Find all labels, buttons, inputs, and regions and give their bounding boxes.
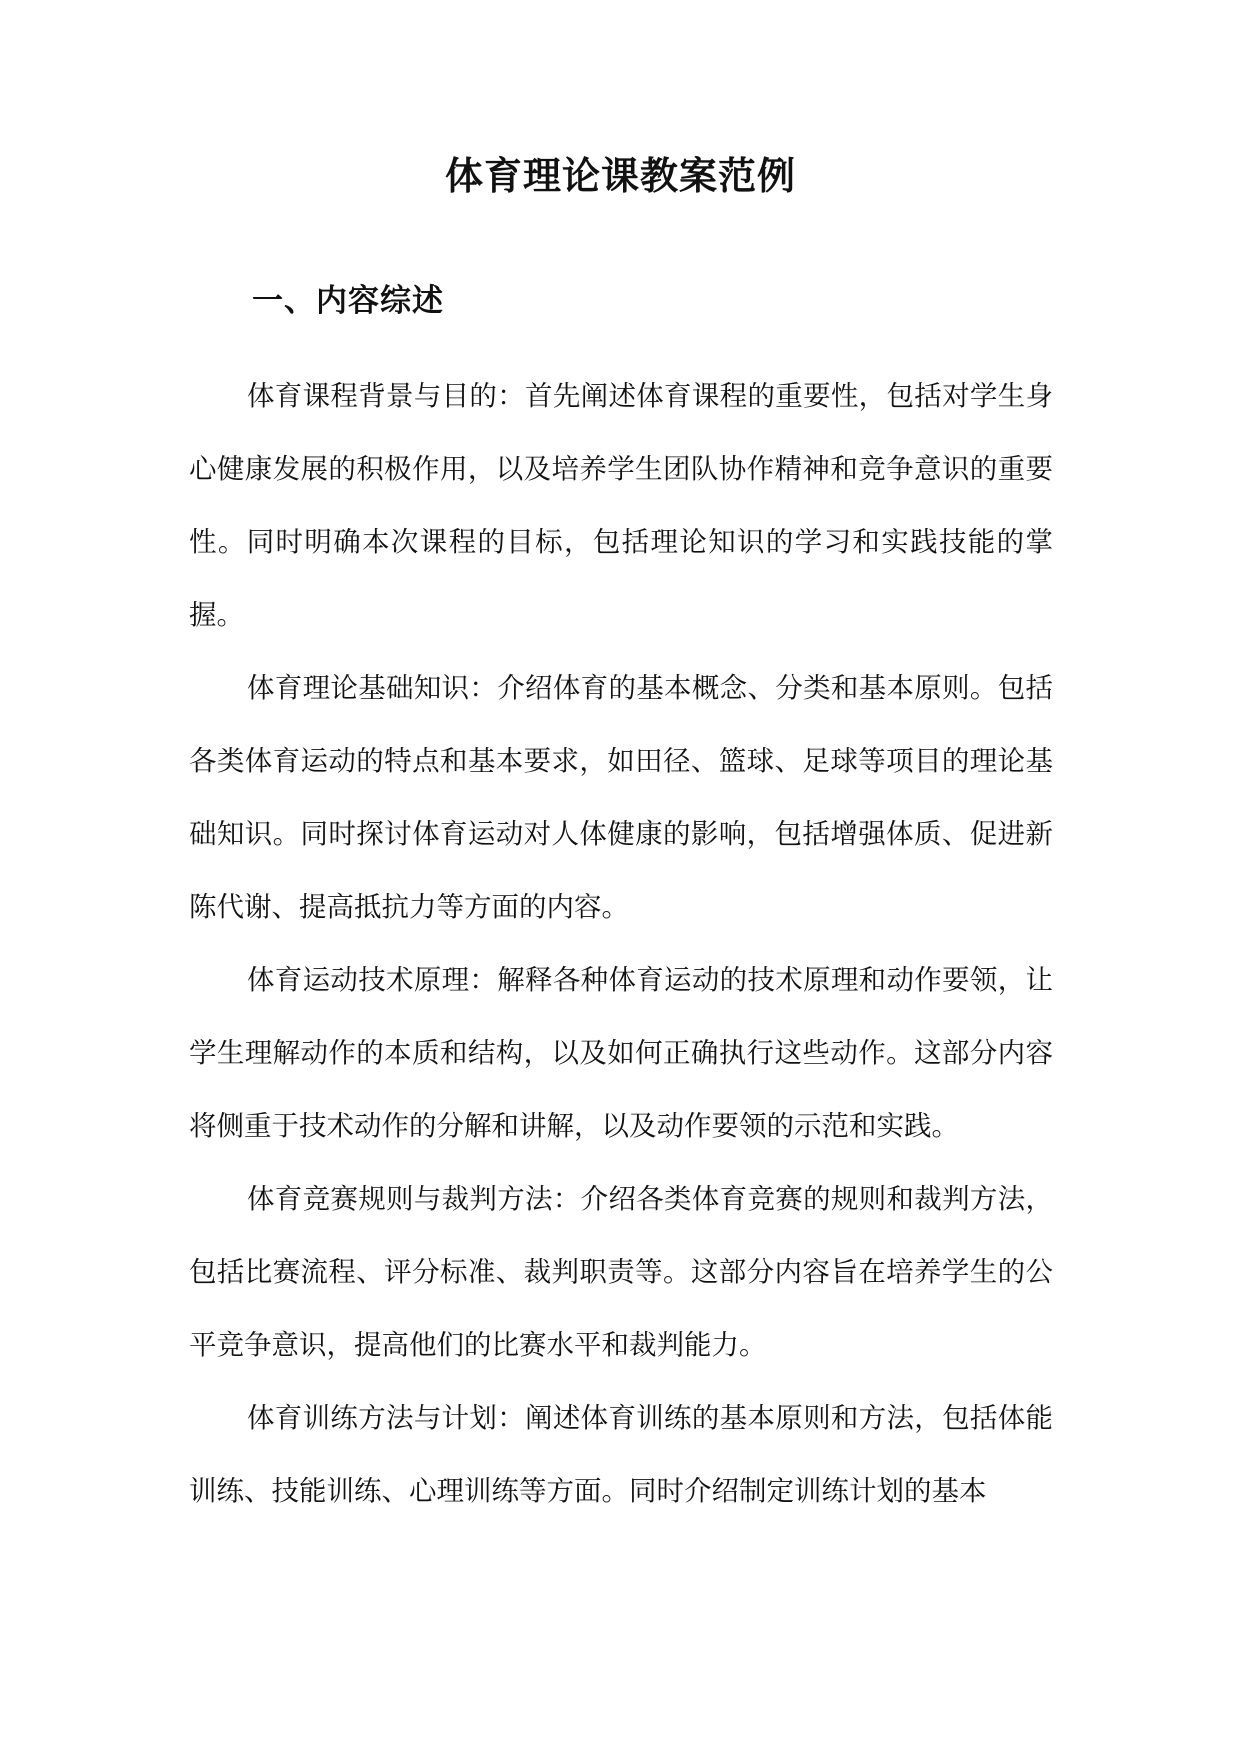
paragraph-technique-principles: 体育运动技术原理：解释各种体育运动的技术原理和动作要领，让学生理解动作的本质和结构，以及如何正确执行这些动作。这部分内容将侧重于技术动作的分解和讲解，以及动作要领的示范和实践。 (189, 964, 1053, 1142)
paragraph-course-background: 体育课程背景与目的：首先阐述体育课程的重要性，包括对学生身心健康发展的积极作用，以及培养学生团队协作精神和竞争意识的重要性。同时明确本次课程的目标，包括理论知识的学习和实践技能的掌握。 (189, 380, 1053, 631)
section-heading: 一、内容综述 (252, 283, 444, 319)
paragraph-theory-basics: 体育理论基础知识：介绍体育的基本概念、分类和基本原则。包括各类体育运动的特点和基本要求，如田径、篮球、足球等项目的理论基础知识。同时探讨体育运动对人体健康的影响，包括增强体质、促进新陈代谢、提高抵抗力等方面的内容。 (189, 672, 1053, 923)
paragraph-training-methods: 体育训练方法与计划：阐述体育训练的基本原则和方法，包括体能训练、技能训练、心理训练等方面。同时介绍制定训练计划的基本 (189, 1402, 1053, 1507)
paragraph-competition-rules: 体育竞赛规则与裁判方法：介绍各类体育竞赛的规则和裁判方法，包括比赛流程、评分标准、裁判职责等。这部分内容旨在培养学生的公平竞争意识，提高他们的比赛水平和裁判能力。 (189, 1183, 1053, 1361)
page-title: 体育理论课教案范例 (444, 153, 796, 198)
document-body (189, 360, 1053, 1528)
